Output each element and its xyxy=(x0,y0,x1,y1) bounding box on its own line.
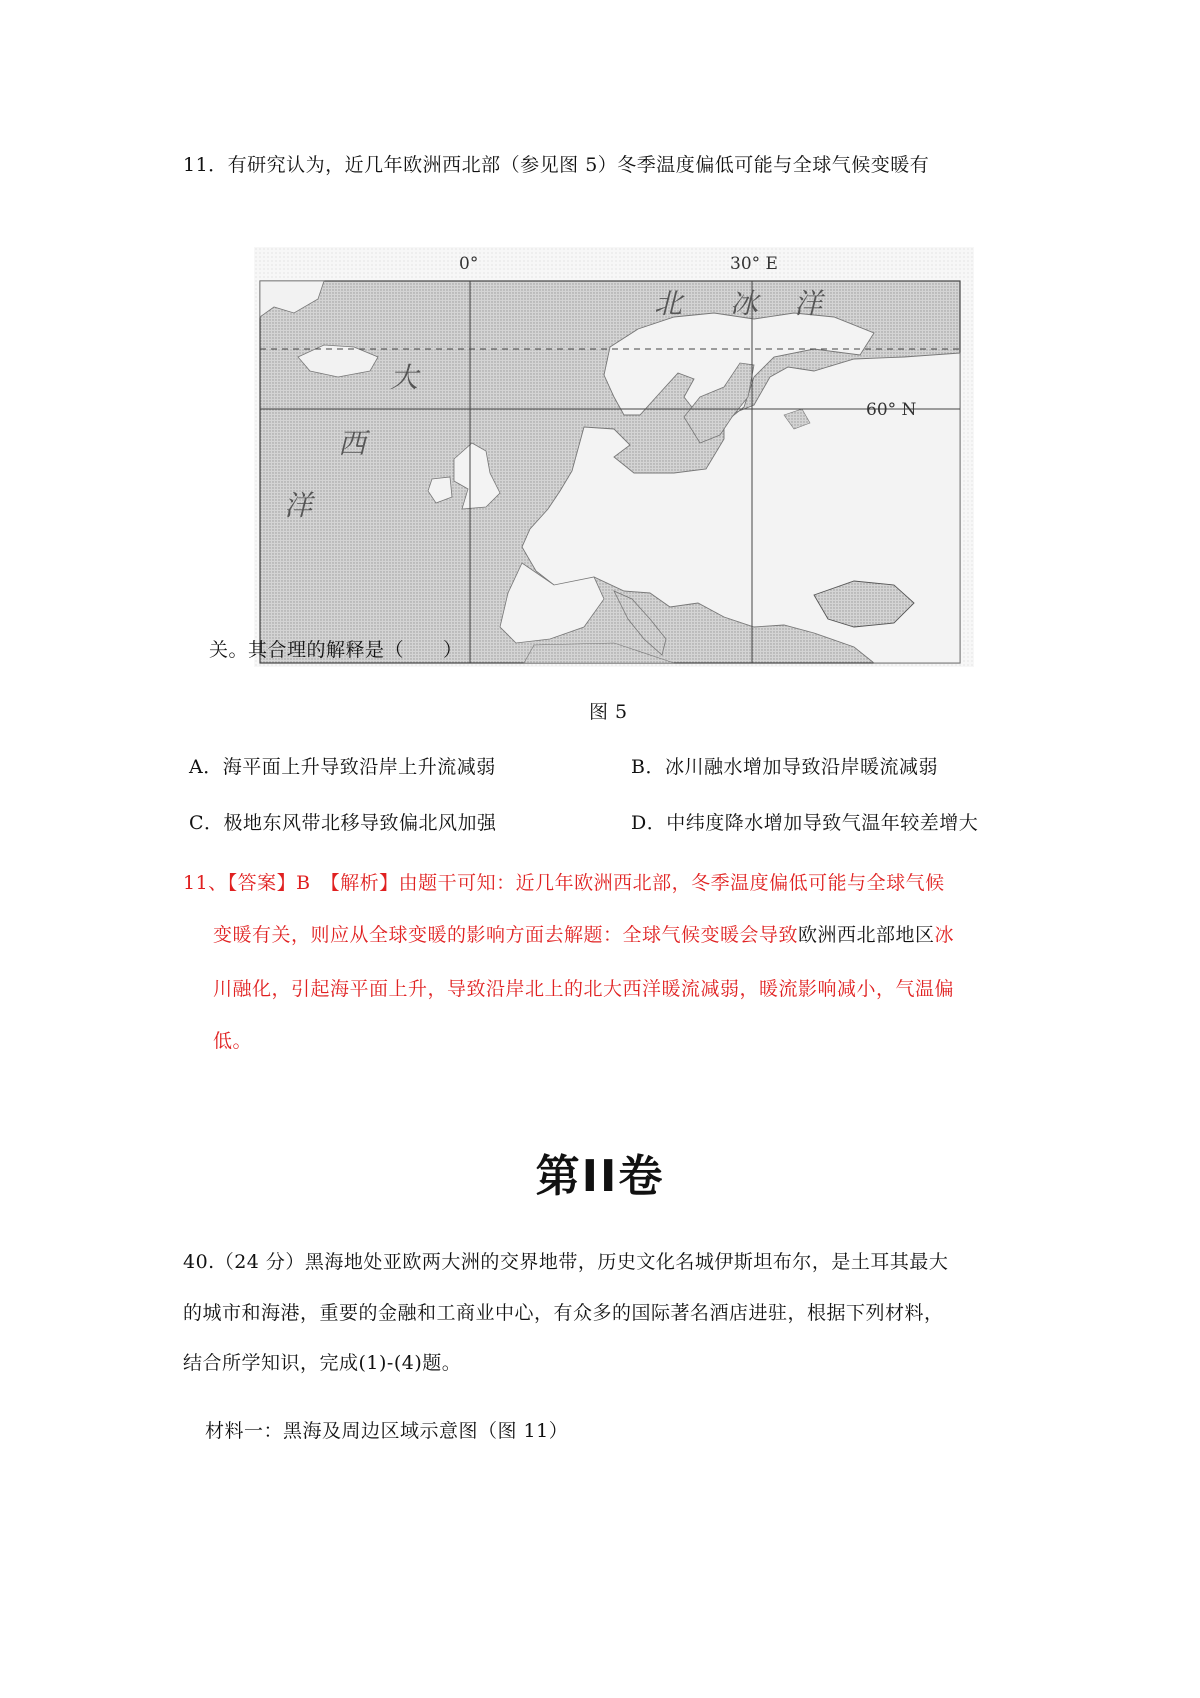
option-d: D．中纬度降水增加导致气温年较差增大 xyxy=(631,812,979,834)
option-a: A．海平面上升导致沿岸上升流减弱 xyxy=(189,756,496,778)
europe-map-figure-5 xyxy=(254,247,974,667)
europe-map-svg xyxy=(254,247,974,667)
q11-stem-line1: 11．有研究认为，近几年欧洲西北部（参见图 5）冬季温度偏低可能与全球气候变暖有 xyxy=(183,154,930,176)
answer-prefix: 11、【答案】B 【解析】由题干可知：近几年欧洲西北部， xyxy=(183,872,692,894)
atlantic-ocean-char-2: 西 xyxy=(338,427,367,460)
answer-line1 xyxy=(183,868,945,895)
q40-line1: 40.（24 分）黑海地处亚欧两大洲的交界地带，历史文化名城伊斯坦布尔，是土耳其最大 xyxy=(183,1251,949,1273)
answer-line2-red2: 冰 xyxy=(934,924,955,946)
answer-line2 xyxy=(213,920,954,947)
q40-line3: 结合所学知识，完成(1)-(4)题。 xyxy=(183,1352,462,1374)
label-lat60n: 60° N xyxy=(866,400,917,420)
arctic-ocean-char-1: 北 xyxy=(654,287,683,320)
option-c: C．极地东风带北移导致偏北风加强 xyxy=(189,812,497,834)
atlantic-ocean-char-3: 洋 xyxy=(284,489,313,522)
q11-stem-line2: 关。其合理的解释是（ ） xyxy=(209,639,463,661)
label-lon0: 0° xyxy=(459,254,479,274)
arctic-ocean-char-2: 冰 xyxy=(730,287,759,320)
q40-material1: 材料一：黑海及周边区域示意图（图 11） xyxy=(205,1420,569,1442)
option-b: B．冰川融水增加导致沿岸暖流减弱 xyxy=(631,756,938,778)
answer-line4: 低。 xyxy=(213,1030,253,1052)
label-lon30e: 30° E xyxy=(730,254,778,274)
section-title: 第II卷 xyxy=(535,1151,665,1202)
answer-line1-highlight: 冬季温度偏低可能与全球气候 xyxy=(691,872,945,894)
figure-caption: 图 5 xyxy=(589,701,628,723)
q40-line2: 的城市和海港，重要的金融和工商业中心，有众多的国际著名酒店进驻，根据下列材料， xyxy=(183,1302,944,1324)
answer-line2-red: 变暖有关，则应从全球变暖的影响方面去解题：全球气候变暖会导致 xyxy=(213,924,799,946)
answer-line2-black: 欧洲西北部地区 xyxy=(798,924,935,946)
answer-line3: 川融化，引起海平面上升，导致沿岸北上的北大西洋暖流减弱，暖流影响减小，气温偏 xyxy=(213,978,955,1000)
atlantic-ocean-char-1: 大 xyxy=(390,361,419,394)
arctic-ocean-char-3: 洋 xyxy=(794,287,823,320)
